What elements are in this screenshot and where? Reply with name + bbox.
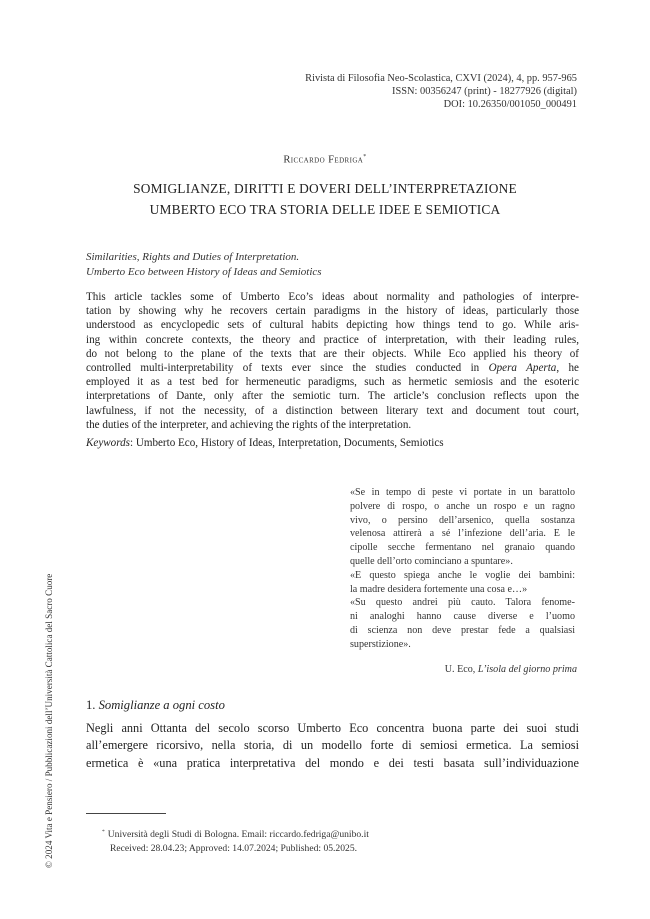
footnote-affiliation-line <box>102 826 369 842</box>
abstract-line-tail: , he <box>556 362 579 375</box>
opera-aperta-title: Opera Aperta <box>488 362 557 375</box>
footnote <box>102 826 369 855</box>
abstract-line-text: controlled multi-interpretability of texts ever since the studies conducted in <box>86 362 489 375</box>
footnote-dates: Received: 28.04.23; Approved: 14.07.2024; Published: 05.2025. <box>110 842 358 854</box>
keywords <box>86 436 579 450</box>
epigraph-source-work: L’isola del giorno prima <box>477 664 577 675</box>
epigraph-line: quelle dell’orto cominciano a spuntare». <box>350 555 513 567</box>
author-name: Riccardo Fedriga <box>283 154 364 166</box>
body-line: all’emergere ricorsivo, nella storia, di un modello forte di semiosi ermetica. La semiosi <box>86 738 579 753</box>
epigraph-line: vivo, o persino dell’arsenico, quella sostanza <box>350 514 575 526</box>
epigraph-line: polvere di rospo, o anche un rospo e un ragno <box>350 500 575 512</box>
footnote-divider <box>86 813 166 814</box>
epigraph <box>350 486 575 652</box>
epigraph-source-author: U. Eco, <box>444 664 478 675</box>
abstract-line: the duties of the interpreter, and achieving the rights of the interpretation. <box>86 418 412 431</box>
body-line: ermetica è «una pratica interpretativa del mondo e dei testi basata sull’individuazione <box>86 755 579 770</box>
abstract-line: do not belong to the plane of the texts that are their objects. While Eco applied his theory of <box>86 347 579 360</box>
abstract-line: This article tackles some of Umberto Eco’s ideas about normality and pathologies of interpre- <box>86 291 579 303</box>
footnote-affiliation: Università degli Studi di Bologna. Email: riccardo.fedriga@unibo.it <box>107 829 369 841</box>
keywords-list: : Umberto Eco, History of Ideas, Interpretation, Documents, Semiotics <box>129 437 444 449</box>
abstract <box>86 290 579 432</box>
abstract-line: lawfulness, if not the necessity, of a distinction between literary text and document tout court, <box>86 404 579 417</box>
epigraph-line: di scienza non deve prestar fede a qualsiasi <box>350 624 575 636</box>
epigraph-line: superstizione». <box>350 638 411 650</box>
epigraph-line: la madre desidera fortemente una cosa e…» <box>350 583 528 595</box>
epigraph-line: ni analoghi hanno cause diverse e l’uomo <box>350 611 575 623</box>
author-line <box>0 154 650 166</box>
epigraph-line: «Su questo andrei più cauto. Talora fenome- <box>350 597 575 609</box>
body-text <box>86 720 579 772</box>
author-footnote-mark: * <box>363 154 367 160</box>
abstract-line: tation by showing why he recovers certain paradigms in the history of ideas, particularly those <box>86 305 579 318</box>
abstract-line: understood as encyclopedic sets of cultural habits depicting how things tend to go. While aris- <box>86 319 579 332</box>
epigraph-source <box>445 664 577 675</box>
abstract-line: employed it as a test bed for hermeneutic paradigms, such as hermetic semiosis and the esoteric <box>86 376 579 389</box>
abstract-line-with-work <box>86 361 579 375</box>
section-title: Somiglianze a ogni costo <box>98 698 225 712</box>
journal-citation: Rivista di Filosofia Neo-Scolastica, CXVI (2024), 4, pp. 957-965 <box>305 73 577 84</box>
body-line: Negli anni Ottanta del secolo scorso Umberto Eco concentra buona parte dei suoi studi <box>86 721 579 735</box>
english-title-line-2: Umberto Eco between History of Ideas and Semiotics <box>86 265 322 278</box>
epigraph-line: «Se in tempo di peste vi portate in un barattolo <box>350 487 575 498</box>
article-title-line-1: SOMIGLIANZE, DIRITTI E DOVERI DELL’INTERPRETAZIONE <box>133 181 517 196</box>
journal-doi: DOI: 10.26350/001050_000491 <box>443 99 577 111</box>
footnote-mark: * <box>102 829 105 835</box>
section-number: 1. <box>86 698 99 712</box>
journal-citation-block <box>177 72 577 112</box>
epigraph-line: «E questo spiega anche le voglie dei bambini: <box>350 569 575 581</box>
english-title <box>86 250 566 279</box>
epigraph-line: velenosa attirerà a sé l’infezione dell’aria. E le <box>350 528 575 540</box>
copyright-notice: © 2024 Vita e Pensiero / Pubblicazioni dell’Università Cattolica del Sacro Cuore <box>44 573 54 868</box>
epigraph-line: cipolle secche fermentano nel granaio quando <box>350 542 575 554</box>
abstract-line: interpretations of Dante, only after the semiotic turn. The article’s conclusion reflects upon the <box>86 390 579 403</box>
abstract-line: ing within concrete contexts, the theory and practice of interpretation, with their leading rules, <box>86 333 579 346</box>
english-title-line-1: Similarities, Rights and Duties of Interpretation. <box>86 251 300 263</box>
keywords-label: Keywords <box>86 437 130 449</box>
article-title <box>60 178 590 220</box>
section-heading <box>86 698 225 713</box>
journal-issn: ISSN: 00356247 (print) - 18277926 (digital) <box>392 86 577 98</box>
article-title-line-2: UMBERTO ECO TRA STORIA DELLE IDEE E SEMIOTICA <box>149 202 501 217</box>
